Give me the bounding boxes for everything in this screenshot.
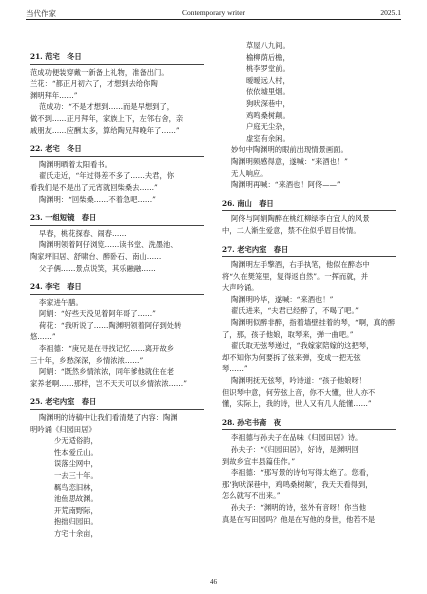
scene-heading-rule (30, 409, 204, 410)
text-line: 翟氏走近，“年过得差不多了……夫君，你 (39, 171, 175, 181)
text-line: 阿娟：“既然乡情浓浓，同年爹他就住在老 (39, 367, 175, 377)
scene-heading: 24. 李宅 春日 (30, 282, 82, 292)
poem-line: 方宅十余亩， (54, 528, 98, 538)
poem-line: 户庭无尘杂， (246, 122, 290, 132)
text-line: 阿娟：“好些天没见着阿年哥了……” (39, 309, 156, 319)
left-column (30, 44, 204, 540)
scene-heading: 21. 范宅 冬日 (30, 52, 82, 61)
text-line: 琴……” (222, 364, 248, 374)
text-line: 早春，桃花探春、闹春…… (39, 228, 127, 238)
text-line: 那‘狗吠深巷中，鸡鸣桑树颠’，我天天看得到， (222, 479, 373, 489)
text-line: 陶渊明晒着太阳看书。 (39, 159, 112, 169)
text-line: 范成功便装穿戴一新备上礼物，准备出门。 (30, 67, 169, 77)
text-line: 陶渊明频感得意，遂喊：“来酒也！” (231, 156, 348, 166)
right-column (222, 40, 396, 525)
text-line: 翟氏进来，“夫君已经醉了，不喝了吧。” (231, 306, 359, 316)
text-line: 李祖德：“那写景的诗句写得太绝了。您看， (231, 468, 374, 478)
text-line: 但识琴中意，何劳弦上音，你不大懂，世人亦不 (222, 387, 376, 397)
scene-heading-rule (30, 156, 204, 157)
scene-heading: 22. 老宅 冬日 (30, 144, 82, 154)
text-line: 中，二人渐生爱意，禁不住似乎眉目传情。 (222, 225, 361, 235)
text-line: 陶渊明抚无弦琴，吟诗道：“孩子他娘呀！ (231, 376, 367, 386)
text-line: 陶渊明吟毕，遂喊：“来酒也！” (231, 294, 334, 304)
text-line: 渊明拜年……” (30, 90, 78, 100)
poem-line: 性本爱丘山。 (54, 447, 98, 457)
text-line: 悠……” (30, 332, 56, 342)
text-line: 妙句中陶渊明的眼前出现情景画面。 (231, 145, 348, 155)
scene-heading-rule (30, 225, 204, 226)
text-line: 陶渊明左手擎酒，右手执笔，他似在醉态中 (231, 260, 370, 270)
text-line: 陶渊明领着阿仔浏览……读书堂、洗墨池、 (39, 240, 178, 250)
text-line: 做不到……正月拜年，家族上下，左邻右舍，亲 (30, 113, 184, 123)
text-line: 李祖德：“庚兄是在寻找记忆……离开故乡 (39, 344, 175, 354)
poem-line: 依依墟里烟。 (246, 87, 290, 97)
text-line: 陶家坪旧居、舒啸台、醉卧石、南山…… (30, 251, 162, 261)
poem-line: 抱拙归园田。 (54, 517, 98, 527)
scene-heading: 27. 老宅内室 春日 (222, 244, 289, 254)
poem-line: 一去三十年。 (54, 471, 98, 480)
scene-heading-rule (222, 210, 396, 211)
text-line: 真是在写田园吗？他是在写他的身世，他若不是 (222, 514, 376, 524)
text-line: 陶渊明：“回柴桑……不着急吧……” (39, 194, 156, 204)
poem-line: 暧暧远人村， (246, 75, 290, 85)
text-line: 李祖德与孙夫子在品味《归园田居》诗。 (231, 433, 363, 443)
header-rule (26, 19, 401, 20)
poem-line: 榆柳荫后檐， (246, 52, 290, 62)
scene-heading: 28. 孙宅书斋 夜 (222, 417, 282, 427)
text-line: 看我们是不是出了元宵就回柴桑去……” (30, 182, 158, 192)
text-line: 却不知你为何要拆了弦来弹，变成一把无弦 (222, 352, 361, 362)
text-line: 戚朋友……应酬太多，算给陶兄拜晚年了……” (30, 125, 180, 135)
text-line: 孙夫子：“《归园田居》，好诗，是渊明回 (231, 445, 359, 454)
poem-line: 羁鸟恋旧林， (54, 482, 98, 492)
poem-line: 狗吠深巷中， (246, 98, 290, 108)
poem-line: 池鱼思故渊。 (54, 494, 98, 504)
page-number: 46 (210, 578, 217, 586)
header-issue: 2025.1 (380, 8, 401, 17)
text-line: 大声吟诵。 (222, 283, 259, 293)
text-line: 兰花：“都正月初六了，才想到去给你陶 (30, 79, 158, 89)
text-line: 明吟诵《归园田居》 (30, 424, 96, 434)
text-line: 陶渊明似醉非醉，指着墙壁挂着的琴，“啊，真的醉 (231, 318, 396, 328)
scene-heading-rule (30, 64, 204, 65)
text-line: 陶渊明再喊：“来酒也！阿佟——” (231, 180, 341, 190)
scene-heading: 23. 一组短镜 春日 (30, 213, 97, 223)
text-line: 孙夫子：“渊明的诗，弦外有音呀！你当他 (231, 502, 367, 512)
text-line: 无人响应。 (231, 168, 268, 178)
scene-heading-rule (30, 294, 204, 295)
scene-heading: 26. 南山 春日 (222, 198, 274, 208)
text-line: 三十年，乡愁深深，乡情浓浓……” (30, 355, 144, 365)
text-line: 阿佟与阿娟陶醉在桃红柳绿李白宜人的风景 (231, 214, 370, 224)
header-journal-english: Contemporary writer (181, 8, 246, 17)
scene-heading-rule (222, 256, 396, 257)
text-line: 范成功：“不是才想到……而是早想到了， (39, 102, 175, 112)
running-header (26, 6, 401, 20)
text-line: 父子俩……景点说笑，其乐融融…… (39, 263, 156, 273)
scene-heading-rule (222, 429, 396, 430)
header-journal-name: 当代作家 (26, 9, 56, 18)
poem-line: 误落尘网中， (54, 459, 98, 469)
poem-line: 鸡鸣桑树颠。 (246, 110, 290, 120)
scene-heading: 25. 老宅内室 春日 (30, 397, 97, 407)
text-line: 翟氏取无弦琴递过，“我嫁家陪嫁的这把琴， (231, 341, 374, 351)
poem-line: 虚室有余闲。 (246, 133, 290, 143)
poem-line: 开荒南野际， (54, 505, 98, 515)
poem-line: 桃李罗堂前。 (246, 64, 290, 74)
text-line: 到故乡宜丰县篇佳作。” (222, 456, 296, 466)
text-line: 李家进午膳。 (39, 297, 83, 307)
text-line: 荷花：“我听说了……陶渊明领着阿仔到处转 (39, 320, 182, 330)
text-line: 懂，实际上，我的诗，世人又有几人能懂……” (222, 399, 372, 409)
text-line: 将“久在樊笼里，复得返自然”。一挥而就，并 (222, 271, 369, 281)
text-line: 了，那，孩子他娘，取琴来，弹一曲吧。” (222, 329, 354, 339)
text-line: 陶渊明的诗稿中让我们看清楚了内容：陶渊 (39, 413, 178, 423)
text-line: 怎么就写不出来。” (222, 491, 281, 501)
poem-line: 少无适俗韵， (54, 436, 98, 446)
text-line: 家养老啊……那样，岂不天天可以乡情浓浓……” (30, 378, 187, 388)
poem-line: 草屋八九间。 (246, 41, 290, 50)
